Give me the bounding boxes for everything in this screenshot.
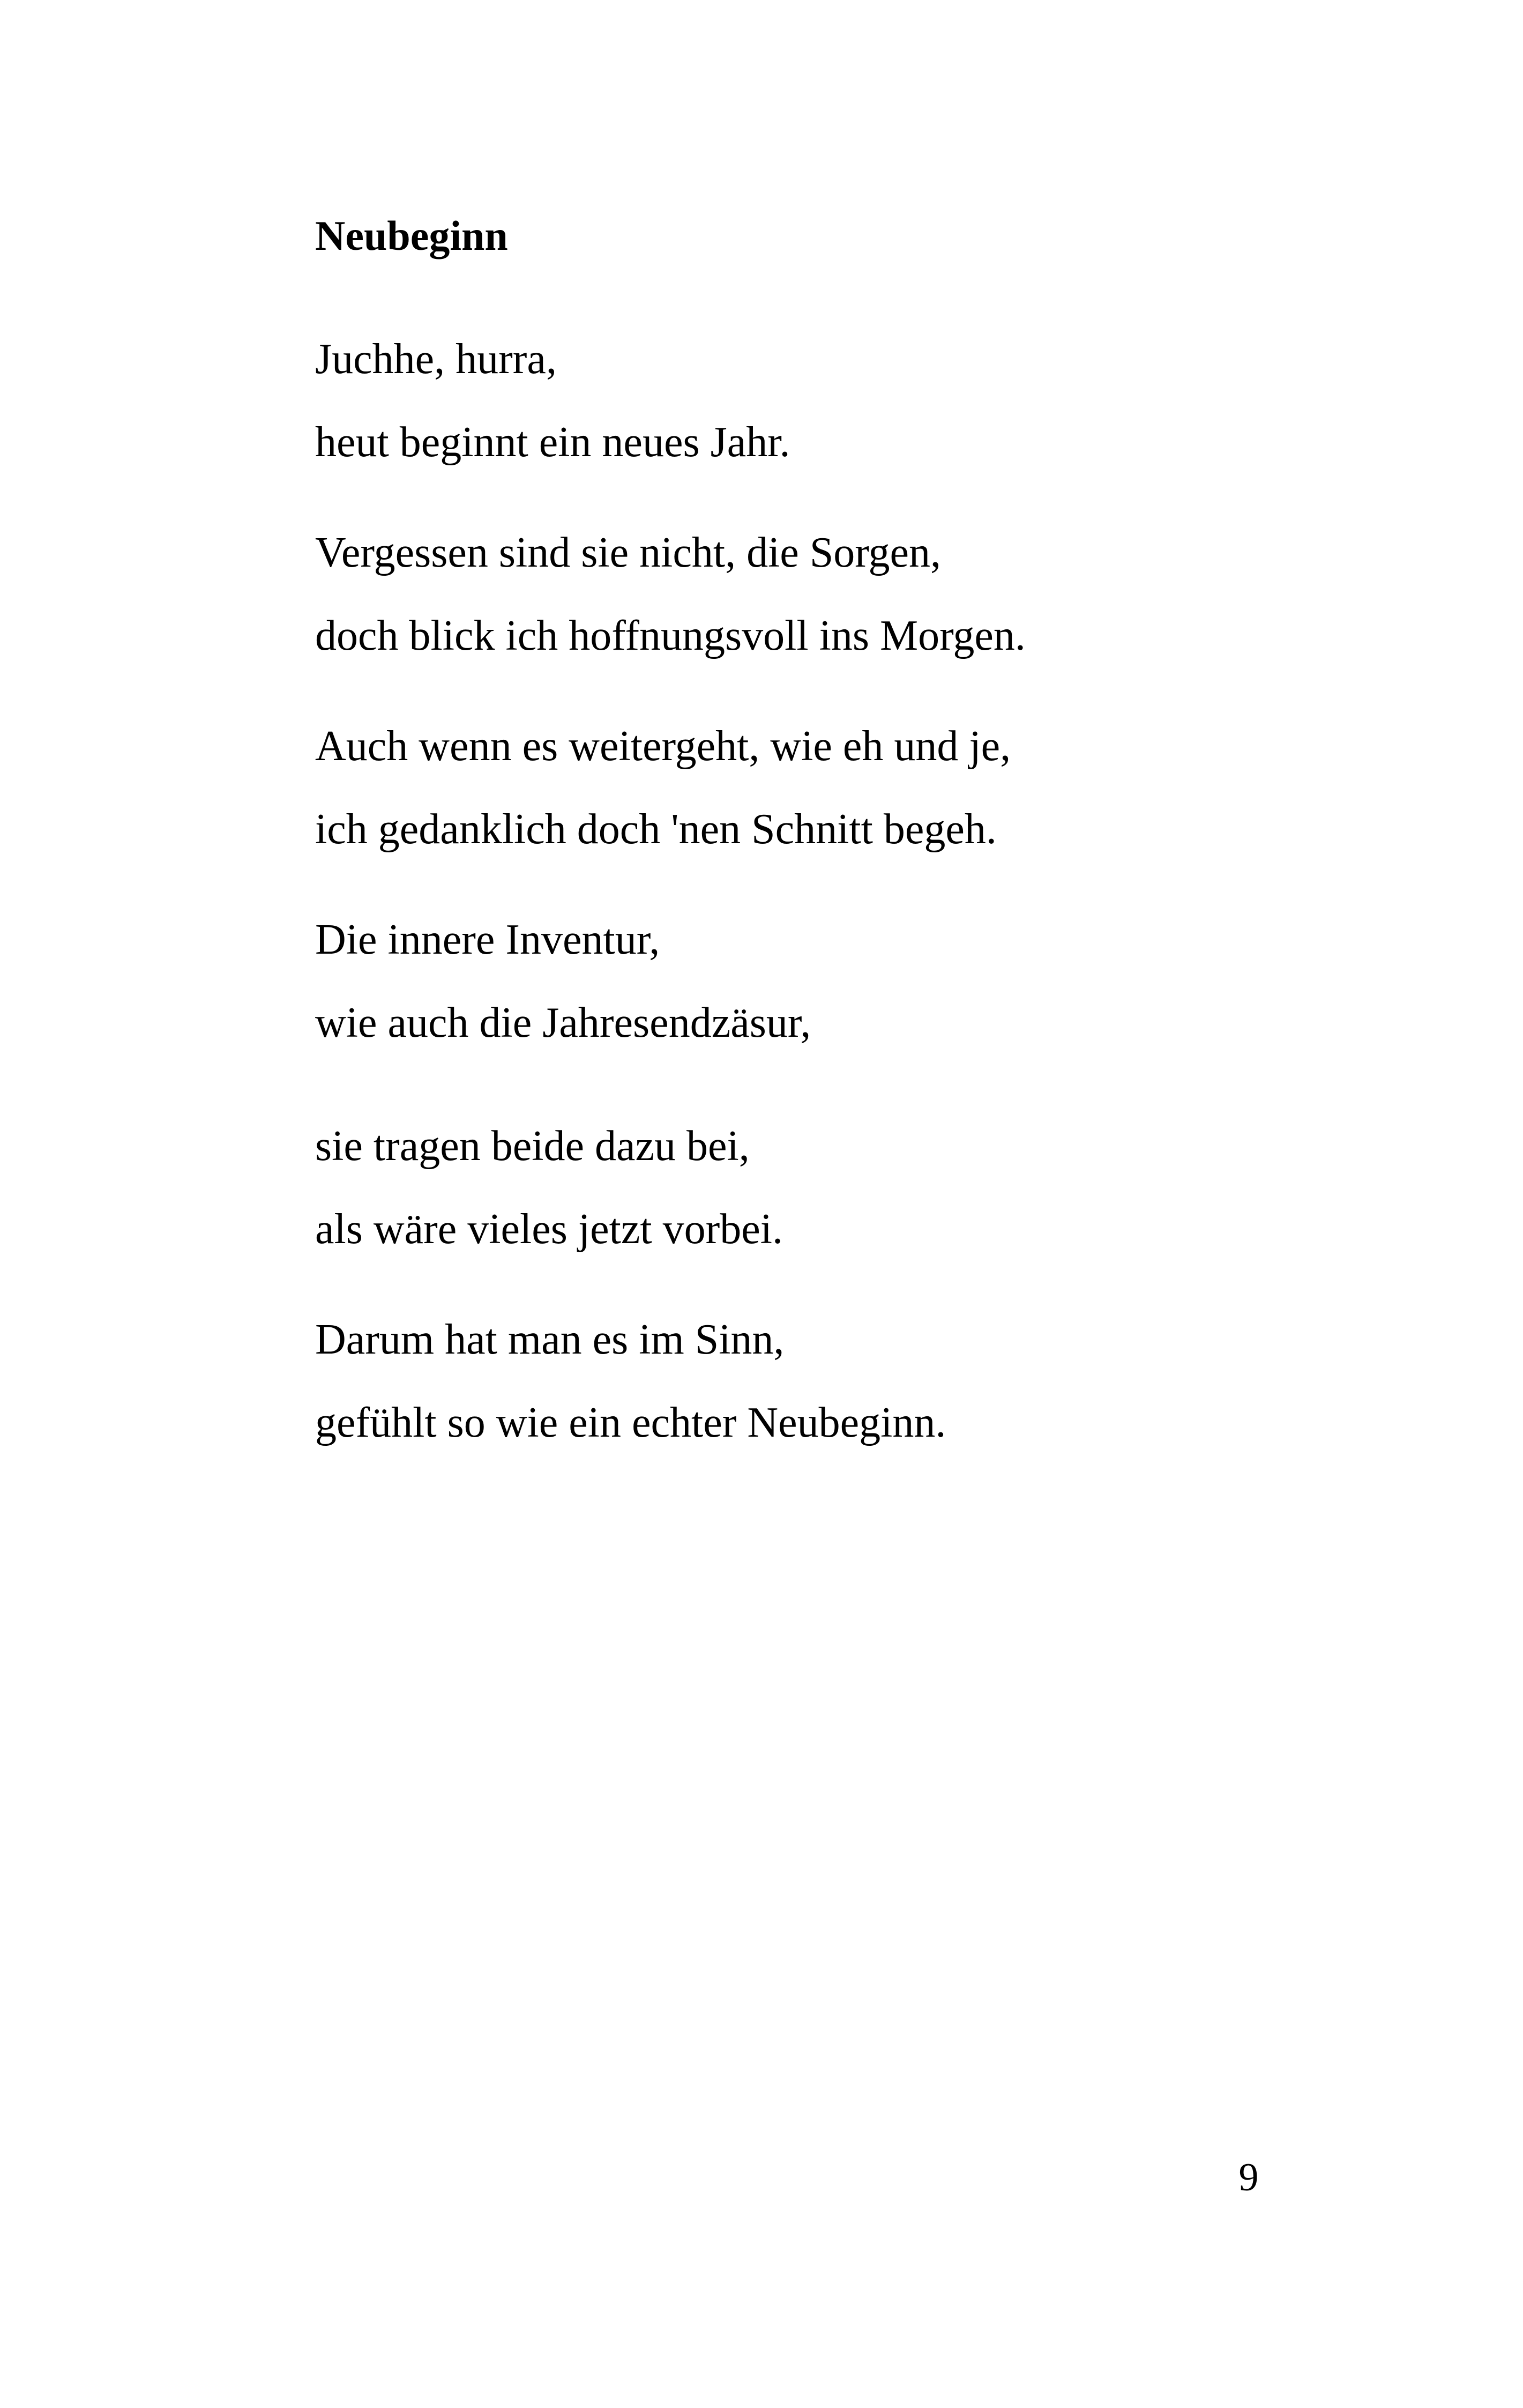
stanza-6 xyxy=(315,1298,1333,1465)
poem xyxy=(315,209,1333,1492)
stanza-4 xyxy=(315,898,1333,1065)
poem-line: Darum hat man es im Sinn, xyxy=(315,1316,785,1363)
poem-line: Vergessen sind sie nicht, die Sorgen, xyxy=(315,529,942,576)
stanza-2 xyxy=(315,511,1333,678)
poem-line: als wäre vieles jetzt vorbei. xyxy=(315,1206,783,1253)
stanza-3 xyxy=(315,705,1333,871)
poem-line: heut beginnt ein neues Jahr. xyxy=(315,419,790,466)
poem-line: doch blick ich hoffnungsvoll ins Morgen. xyxy=(315,612,1026,659)
poem-line: Auch wenn es weitergeht, wie eh und je, xyxy=(315,723,1011,770)
stanza-1 xyxy=(315,318,1333,484)
stanza-5 xyxy=(315,1105,1333,1271)
poem-line: Juchhe, hurra, xyxy=(315,336,557,383)
poem-line: gefühlt so wie ein echter Neubeginn. xyxy=(315,1399,946,1446)
poem-line: ich gedanklich doch 'nen Schnitt begeh. xyxy=(315,806,997,853)
poem-line: wie auch die Jahresendzäsur, xyxy=(315,999,811,1046)
poem-line: sie tragen beide dazu bei, xyxy=(315,1123,750,1170)
poem-title: Neubeginn xyxy=(315,212,508,259)
poem-line: Die innere Inventur, xyxy=(315,916,660,963)
page-number: 9 xyxy=(1238,2156,1259,2199)
